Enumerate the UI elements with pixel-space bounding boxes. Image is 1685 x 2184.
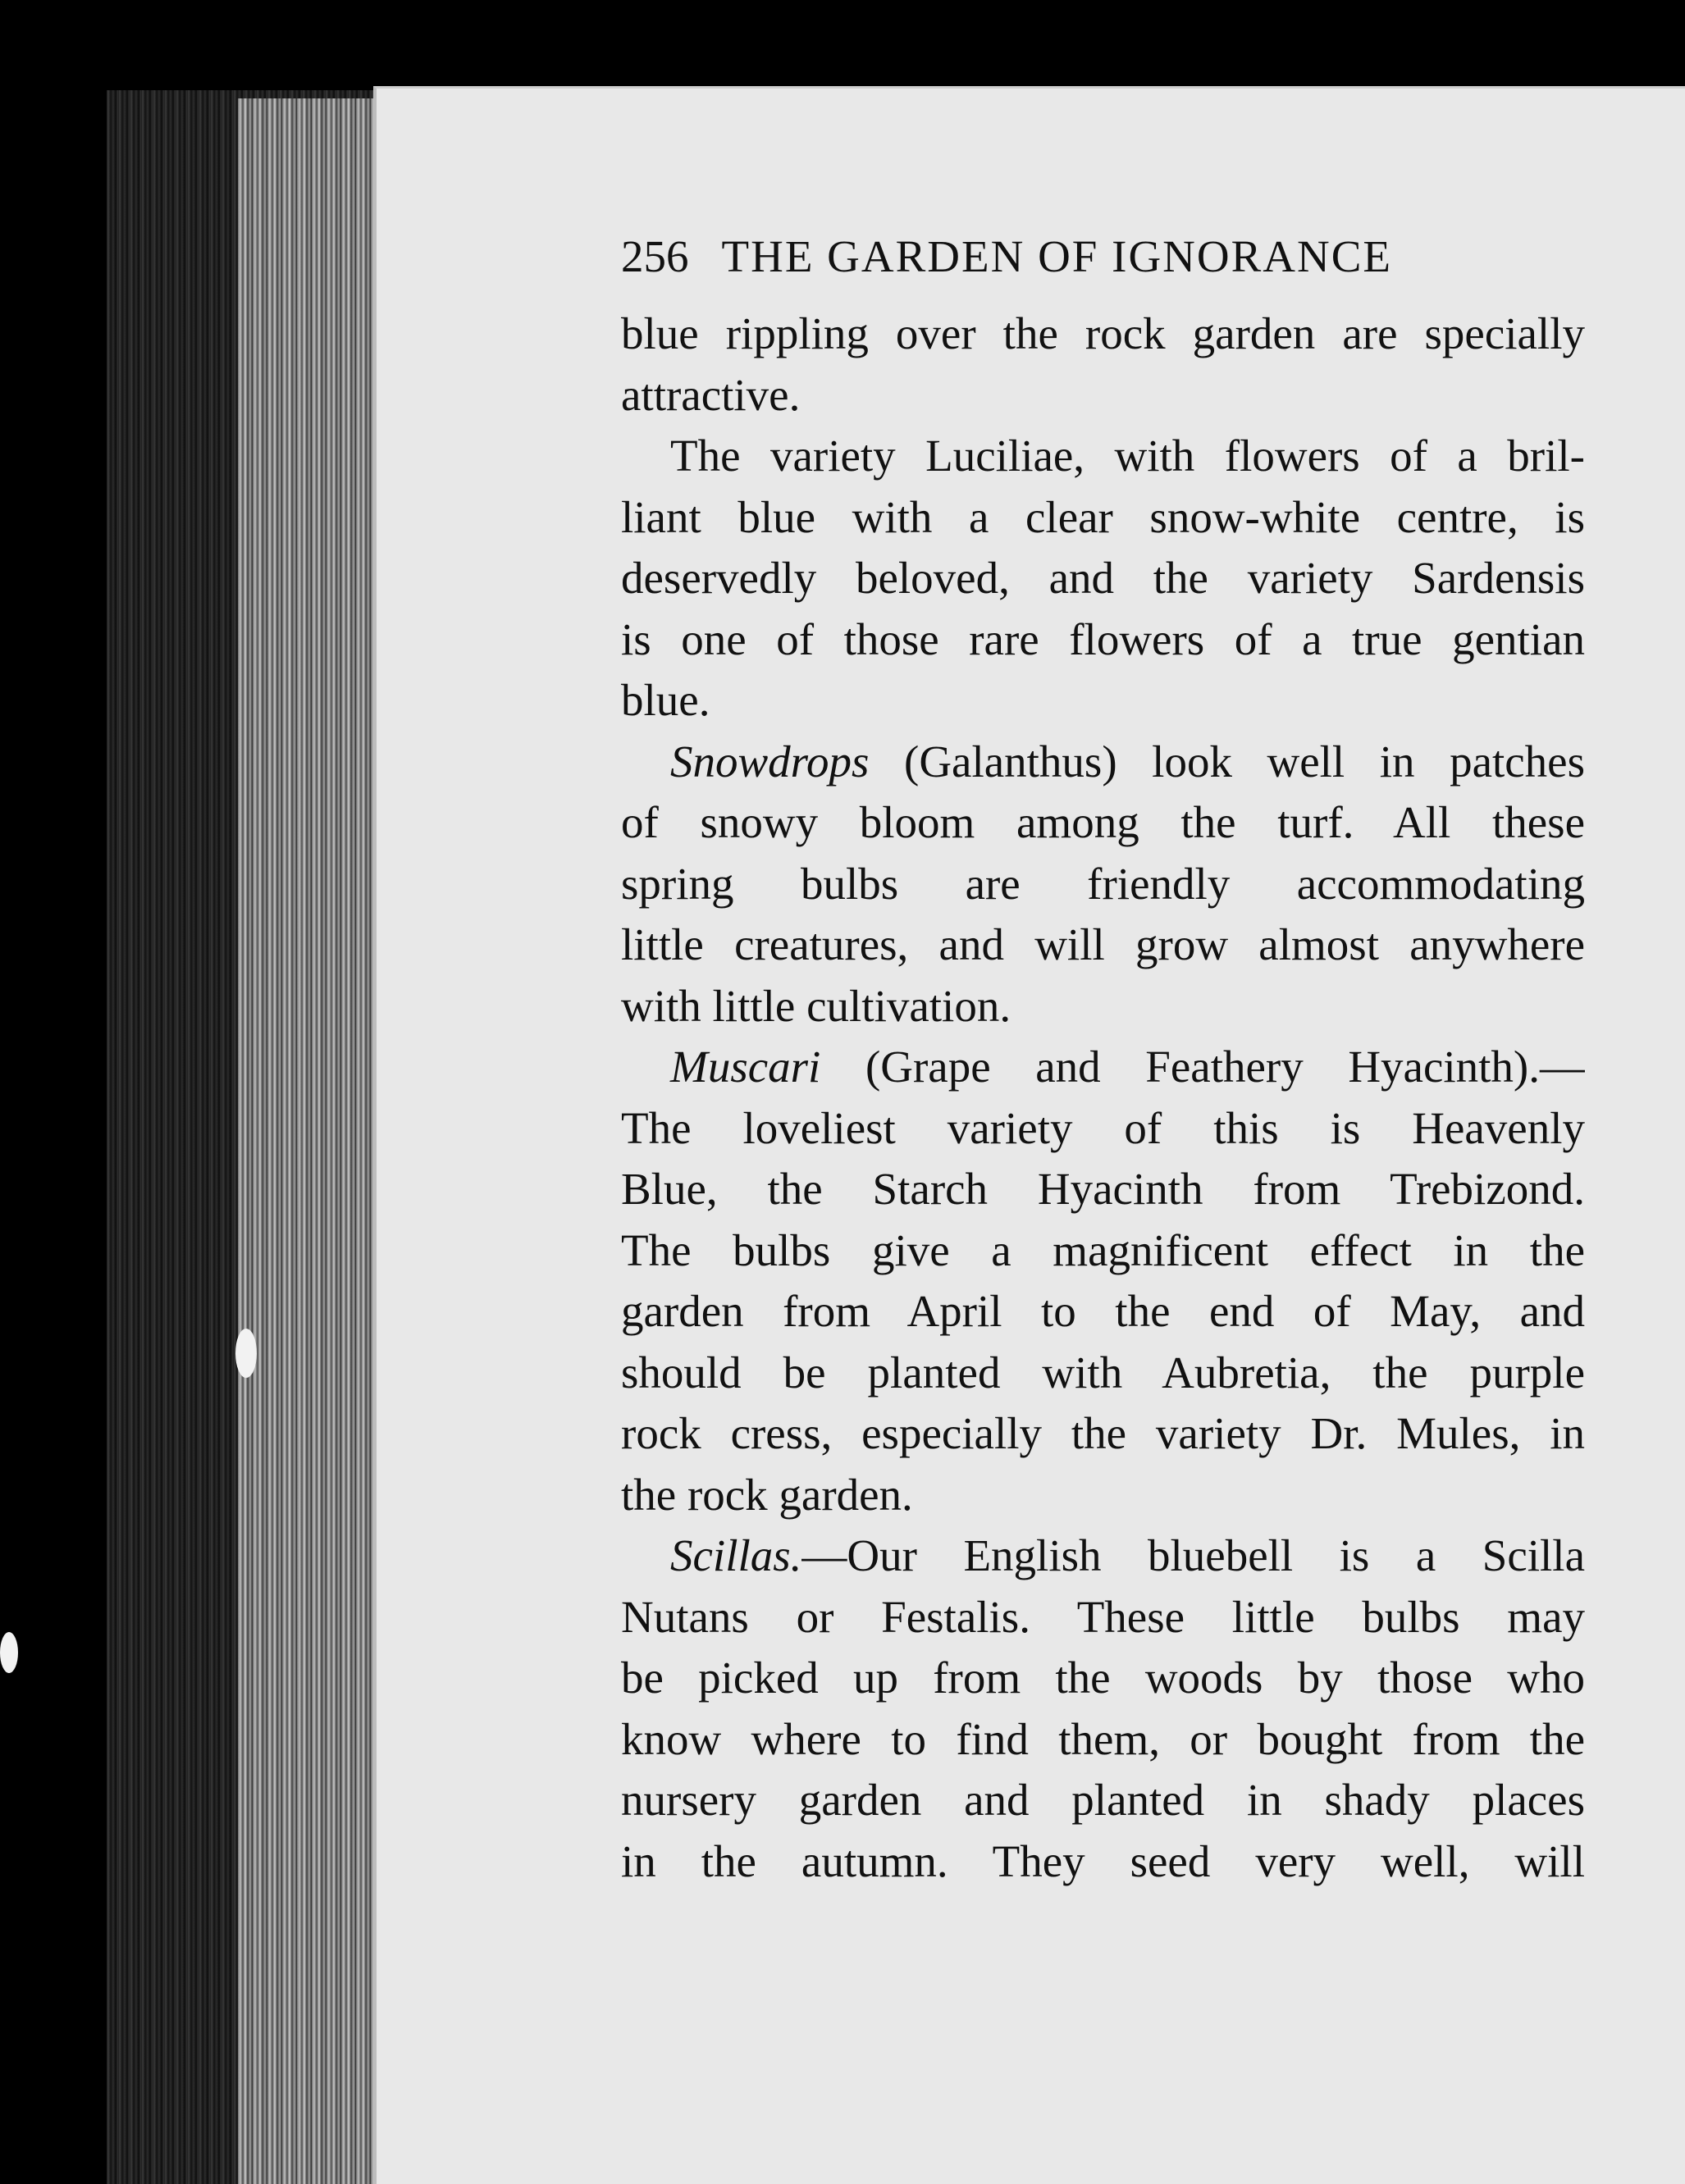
paragraph-snowdrops [621, 732, 1585, 1037]
paragraph-luciliae [621, 426, 1585, 732]
text-line: blue rippling over the rock garden are specially [621, 308, 1585, 358]
scan-speck [235, 1329, 257, 1378]
text-line [621, 1037, 1585, 1098]
text-line: rock cress, especially the variety Dr. Mules, in [621, 1408, 1585, 1458]
paragraph-muscari [621, 1037, 1585, 1525]
entry-heading-muscari: Muscari [670, 1042, 821, 1092]
text-line: be picked up from the woods by those who [621, 1653, 1585, 1703]
text-line: in the autumn. They seed very well, will [621, 1835, 1585, 1886]
text-line: with little cultivation. [621, 980, 1011, 1031]
text-line: of snowy bloom among the turf. All these [621, 797, 1585, 847]
text-line: is one of those rare flowers of a true gentian [621, 613, 1585, 664]
text-line-rest: —Our English bluebell is a Scilla [801, 1530, 1585, 1580]
text-line: spring bulbs are friendly accommodating [621, 858, 1585, 909]
text-line: The variety Luciliae, with flowers of a bril- [670, 431, 1585, 481]
text-line: know where to find them, or bought from the [621, 1713, 1585, 1764]
text-line-rest: (Galanthus) look well in patches [869, 736, 1585, 787]
text-line: Blue, the Starch Hyacinth from Trebizond. [621, 1164, 1585, 1214]
page-text [621, 220, 1585, 1892]
paragraph-scillas [621, 1525, 1585, 1892]
text-line: the rock garden. [621, 1469, 913, 1520]
text-line: blue. [621, 675, 710, 725]
running-title: THE GARDEN OF IGNORANCE [721, 231, 1393, 281]
scan-speck [0, 1632, 18, 1673]
text-line: The loveliest variety of this is Heavenly [621, 1102, 1585, 1153]
running-head [621, 220, 1585, 294]
text-line-rest: (Grape and Feathery Hyacinth).— [820, 1042, 1585, 1092]
entry-heading-snowdrops: Snowdrops [670, 736, 870, 787]
text-line [621, 1525, 1585, 1587]
page-number: 256 [621, 231, 689, 281]
text-line: should be planted with Aubretia, the purple [621, 1347, 1585, 1397]
text-line: Nutans or Festalis. These little bulbs may [621, 1591, 1585, 1642]
text-line: nursery garden and planted in shady places [621, 1775, 1585, 1825]
text-line: attractive. [621, 369, 801, 420]
text-line: The bulbs give a magnificent effect in the [621, 1224, 1585, 1275]
text-line: deservedly beloved, and the variety Sardensis [621, 553, 1585, 603]
entry-heading-scillas: Scillas. [670, 1530, 802, 1580]
text-line: liant blue with a clear snow-white centre, is [621, 491, 1585, 542]
text-line: garden from April to the end of May, and [621, 1286, 1585, 1336]
page-edges [238, 98, 377, 2184]
text-line: little creatures, and will grow almost anywhere [621, 919, 1585, 969]
text-line [621, 732, 1585, 793]
paragraph-continuation [621, 303, 1585, 426]
